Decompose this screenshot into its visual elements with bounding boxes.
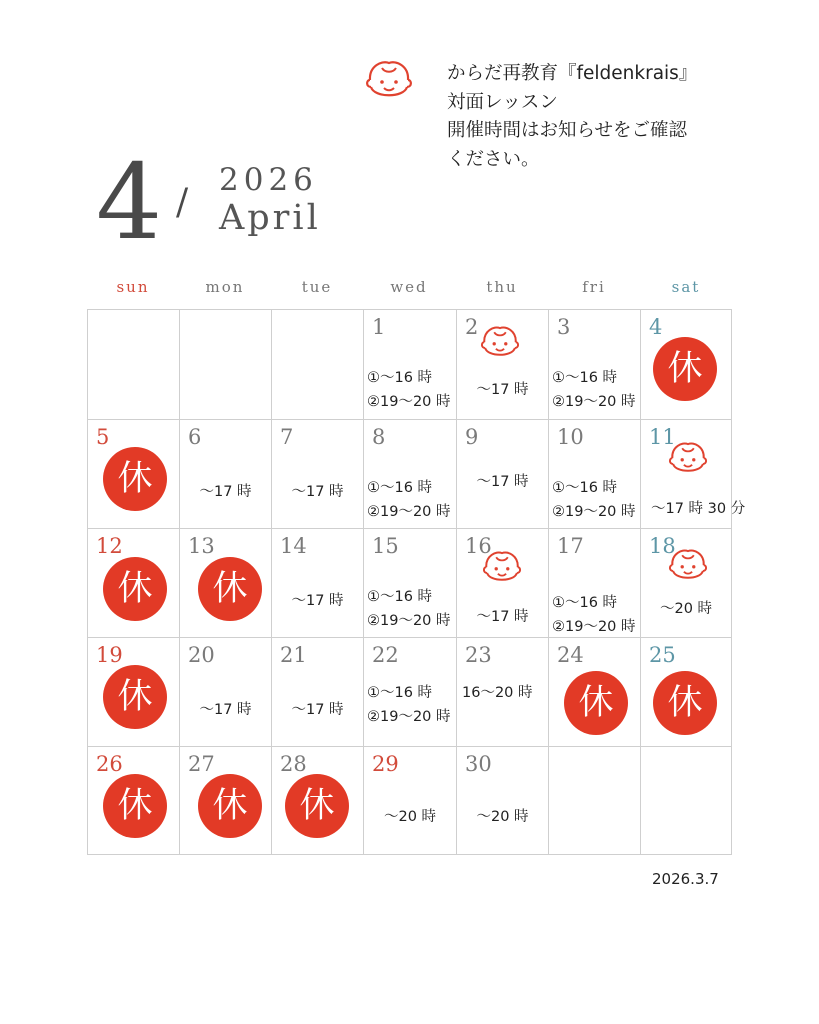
day-cell-19 bbox=[87, 637, 180, 747]
day-cell-10 bbox=[548, 419, 641, 529]
day-cell-3 bbox=[548, 309, 641, 420]
empty-cell bbox=[179, 309, 272, 420]
day-number: 11 bbox=[649, 425, 676, 449]
day-cell-18 bbox=[640, 528, 732, 638]
lesson-time: 〜17 時 bbox=[291, 593, 344, 609]
lesson-time: 〜20 時 bbox=[383, 809, 437, 825]
empty-cell bbox=[271, 309, 364, 420]
notice-text bbox=[447, 60, 697, 174]
month-separator: / bbox=[176, 182, 189, 223]
face-icon bbox=[477, 324, 523, 362]
closed-badge: 休 bbox=[653, 337, 717, 401]
day-cell-5 bbox=[87, 419, 180, 529]
day-cell-4 bbox=[640, 309, 732, 420]
closed-badge: 休 bbox=[103, 665, 167, 729]
day-number: 13 bbox=[188, 534, 215, 558]
day-number: 2 bbox=[465, 315, 479, 339]
lesson-time: ①〜16 時 bbox=[552, 595, 618, 611]
year-label: 2026 bbox=[219, 162, 318, 198]
face-icon bbox=[362, 58, 416, 104]
day-cell-9 bbox=[456, 419, 549, 529]
day-number: 1 bbox=[372, 315, 386, 339]
day-number: 21 bbox=[280, 643, 307, 667]
lesson-time: ②19〜20 時 bbox=[367, 613, 451, 629]
closed-badge: 休 bbox=[564, 671, 628, 735]
day-number: 10 bbox=[557, 425, 584, 449]
day-number: 17 bbox=[557, 534, 584, 558]
day-cell-7 bbox=[271, 419, 364, 529]
day-cell-23 bbox=[456, 637, 549, 747]
day-cell-29 bbox=[363, 746, 457, 855]
day-number: 5 bbox=[96, 425, 110, 449]
month-name: April bbox=[219, 198, 321, 238]
day-number: 12 bbox=[96, 534, 123, 558]
day-number: 18 bbox=[649, 534, 676, 558]
lesson-time: ②19〜20 時 bbox=[367, 709, 451, 725]
day-number: 16 bbox=[465, 534, 492, 558]
day-number: 20 bbox=[188, 643, 215, 667]
day-number: 3 bbox=[557, 315, 571, 339]
lesson-time: 〜17 時 bbox=[476, 474, 529, 490]
lesson-time: ②19〜20 時 bbox=[367, 394, 451, 410]
day-number: 8 bbox=[372, 425, 386, 449]
day-cell-22 bbox=[363, 637, 457, 747]
notice-line: ください。 bbox=[447, 148, 540, 170]
lesson-time: 〜17 時 bbox=[291, 702, 344, 718]
day-cell-8 bbox=[363, 419, 457, 529]
day-number: 24 bbox=[557, 643, 584, 667]
notice-line: 対面レッスン bbox=[447, 91, 558, 113]
closed-badge: 休 bbox=[198, 774, 262, 838]
weekday-tue: tue bbox=[301, 278, 333, 296]
closed-badge: 休 bbox=[198, 557, 262, 621]
empty-cell bbox=[640, 746, 732, 855]
day-number: 26 bbox=[96, 752, 123, 776]
lesson-time-day-11: 〜17 時 30 分 bbox=[651, 501, 746, 517]
day-number: 23 bbox=[465, 643, 492, 667]
lesson-time: 〜20 時 bbox=[476, 809, 529, 825]
lesson-time: ①〜16 時 bbox=[552, 480, 618, 496]
day-number: 28 bbox=[280, 752, 307, 776]
day-cell-12 bbox=[87, 528, 180, 638]
closed-badge: 休 bbox=[103, 447, 167, 511]
day-number: 27 bbox=[188, 752, 215, 776]
lesson-time: ②19〜20 時 bbox=[367, 504, 451, 520]
day-cell-25 bbox=[640, 637, 732, 747]
day-number: 25 bbox=[649, 643, 676, 667]
day-cell-13 bbox=[179, 528, 272, 638]
face-icon bbox=[665, 440, 711, 478]
day-cell-14 bbox=[271, 528, 364, 638]
weekday-wed: wed bbox=[390, 278, 428, 296]
face-icon bbox=[479, 549, 525, 587]
lesson-time: ①〜16 時 bbox=[552, 370, 618, 386]
day-cell-1 bbox=[363, 309, 457, 420]
day-number: 15 bbox=[372, 534, 399, 558]
weekday-thu: thu bbox=[486, 278, 518, 296]
lesson-time: ①〜16 時 bbox=[367, 589, 433, 605]
weekday-sun: sun bbox=[116, 278, 150, 296]
month-number: 4 bbox=[96, 141, 163, 263]
day-cell-24 bbox=[548, 637, 641, 747]
day-cell-17 bbox=[548, 528, 641, 638]
lesson-time: ②19〜20 時 bbox=[552, 394, 636, 410]
day-number: 14 bbox=[280, 534, 307, 558]
lesson-time: 〜17 時 bbox=[476, 382, 529, 398]
weekday-mon: mon bbox=[205, 278, 245, 296]
day-number: 9 bbox=[465, 425, 479, 449]
weekday-fri: fri bbox=[582, 278, 606, 296]
notice-line: からだ再教育『feldenkrais』 bbox=[447, 63, 698, 84]
day-number: 19 bbox=[96, 643, 123, 667]
day-number: 29 bbox=[372, 752, 399, 776]
empty-cell bbox=[548, 746, 641, 855]
weekday-sat: sat bbox=[671, 278, 701, 296]
closed-badge: 休 bbox=[103, 774, 167, 838]
day-number: 7 bbox=[280, 425, 294, 449]
day-cell-30 bbox=[456, 746, 549, 855]
notice-line: 開催時間はお知らせをご確認 bbox=[447, 120, 687, 141]
lesson-time: 〜17 時 bbox=[199, 484, 252, 500]
lesson-time: ①〜16 時 bbox=[367, 370, 433, 386]
calendar-grid bbox=[87, 309, 732, 855]
closed-badge: 休 bbox=[103, 557, 167, 621]
lesson-time: ②19〜20 時 bbox=[552, 504, 636, 520]
day-number: 4 bbox=[649, 315, 663, 339]
day-cell-20 bbox=[179, 637, 272, 747]
lesson-time: 〜17 時 bbox=[199, 702, 252, 718]
face-icon bbox=[665, 547, 711, 585]
lesson-time: ①〜16 時 bbox=[367, 480, 433, 496]
day-cell-6 bbox=[179, 419, 272, 529]
lesson-time: ②19〜20 時 bbox=[552, 619, 636, 635]
day-number: 6 bbox=[188, 425, 202, 449]
empty-cell bbox=[87, 309, 180, 420]
day-cell-16 bbox=[456, 528, 549, 638]
lesson-time: ①〜16 時 bbox=[367, 685, 433, 701]
lesson-time: 〜20 時 bbox=[659, 601, 713, 617]
closed-badge: 休 bbox=[653, 671, 717, 735]
issue-date: 2026.3.7 bbox=[652, 870, 719, 888]
lesson-time: 〜17 時 bbox=[476, 609, 529, 625]
day-cell-21 bbox=[271, 637, 364, 747]
closed-badge: 休 bbox=[285, 774, 349, 838]
day-cell-26 bbox=[87, 746, 180, 855]
lesson-time: 16〜20 時 bbox=[462, 685, 533, 701]
day-cell-28 bbox=[271, 746, 364, 855]
day-number: 22 bbox=[372, 643, 399, 667]
day-cell-15 bbox=[363, 528, 457, 638]
lesson-time: 〜17 時 bbox=[291, 484, 344, 500]
day-cell-2 bbox=[456, 309, 549, 420]
day-cell-27 bbox=[179, 746, 272, 855]
day-number: 30 bbox=[465, 752, 492, 776]
